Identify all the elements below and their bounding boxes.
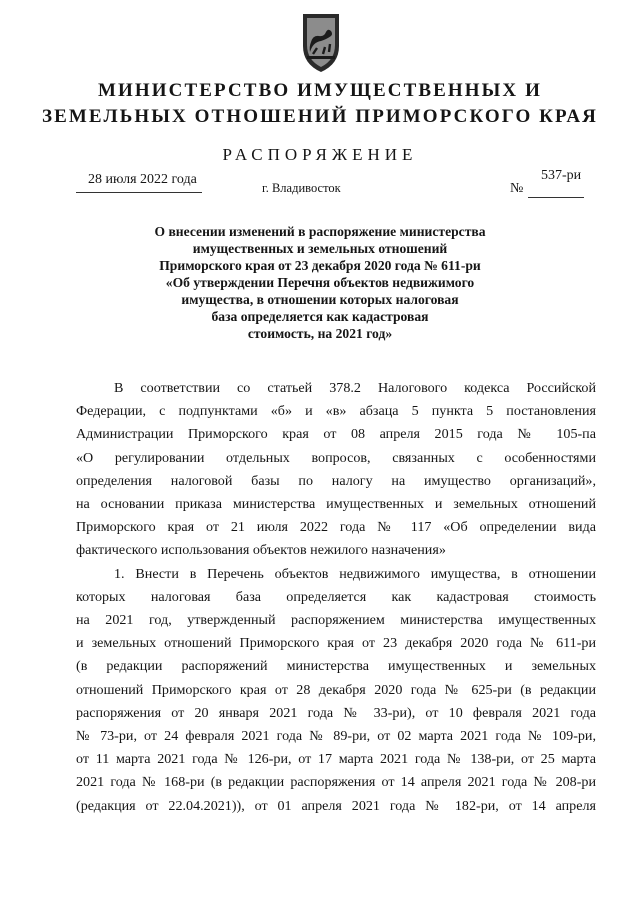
- body-line: 1. Внести в Перечень объектов недвижимого имущества, в отношении: [114, 565, 596, 582]
- title-line: стоимость, на 2021 год»: [247, 326, 393, 341]
- ministry-line-1: МИНИСТЕРСТВО ИМУЩЕСТВЕННЫХ И: [98, 80, 542, 101]
- document-type: РАСПОРЯЖЕНИЕ: [222, 145, 418, 164]
- body-line: (редакция от 22.04.2021)), от 01 апреля 2021 года № 182-ри, от 14 апреля: [76, 797, 596, 814]
- body-line: фактического использования объектов нежилого назначения»: [76, 542, 446, 559]
- body-line: которых налоговая база определяется как кадастровая стоимость: [76, 588, 596, 605]
- body-line: отношений Приморского края от 28 декабря 2020 года № 625-ри (в редакции: [76, 681, 596, 698]
- document-city: г. Владивосток: [262, 181, 341, 195]
- ministry-line-2: ЗЕМЕЛЬНЫХ ОТНОШЕНИЙ ПРИМОРСКОГО КРАЯ: [42, 106, 598, 127]
- body-line: распоряжения от 20 января 2021 года № 33-ри), от 10 февраля 2021 года: [76, 704, 596, 721]
- date-underline: [76, 192, 202, 193]
- title-line: Приморского края от 23 декабря 2020 года № 611-ри: [159, 258, 481, 273]
- body-line: Администрации Приморского края от 08 апреля 2015 года № 105-па: [76, 426, 596, 443]
- body-line: на основании приказа министерства имущественных и земельных отношений: [76, 496, 596, 513]
- body-line: 2021 года № 168-ри (в редакции распоряжения от 14 апреля 2021 года № 208-ри: [76, 774, 596, 791]
- title-line: база определяется как кадастровая: [211, 309, 429, 324]
- body-line: и земельных отношений Приморского края от 23 декабря 2020 года № 611-ри: [76, 635, 596, 652]
- body-line: Федерации, с подпунктами «б» и «в» абзаца 5 пункта 5 постановления: [76, 403, 596, 420]
- coat-of-arms-icon: [297, 12, 345, 74]
- title-line: имущественных и земельных отношений: [192, 241, 448, 256]
- paragraph-preamble: [76, 377, 596, 563]
- document-date: 28 июля 2022 года: [88, 172, 197, 187]
- paragraph-item-1: [76, 563, 596, 818]
- number-sign: №: [510, 181, 524, 196]
- body-line: В соответствии со статьей 378.2 Налогового кодекса Российской: [114, 380, 596, 396]
- title-line: О внесении изменений в распоряжение министерства: [154, 224, 486, 239]
- body-line: (в редакции распоряжений министерства имущественных и земельных: [76, 658, 596, 675]
- title-line: «Об утверждении Перечня объектов недвижимого: [165, 275, 475, 290]
- body-line: № 73-ри, от 24 февраля 2021 года № 89-ри, от 02 марта 2021 года № 109-ри,: [76, 728, 596, 745]
- number-underline: [528, 197, 584, 198]
- body-line: от 11 марта 2021 года № 126-ри, от 17 марта 2021 года № 138-ри, от 25 марта: [76, 751, 596, 768]
- body-line: Приморского края от 21 июля 2022 года № 117 «Об определении вида: [76, 519, 596, 536]
- document-number: 537-ри: [541, 168, 582, 183]
- document-body: [76, 377, 596, 818]
- title-line: имущества, в отношении которых налоговая: [181, 292, 459, 307]
- document-title: [100, 223, 540, 342]
- body-line: на 2021 год, утвержденный распоряжением министерства имущественных: [76, 612, 596, 629]
- ministry-name: [40, 78, 600, 130]
- body-line: «О регулировании отдельных вопросов, связанных с особенностями: [76, 449, 596, 466]
- body-line: определения налоговой базы по налогу на имущество организаций»,: [76, 472, 596, 489]
